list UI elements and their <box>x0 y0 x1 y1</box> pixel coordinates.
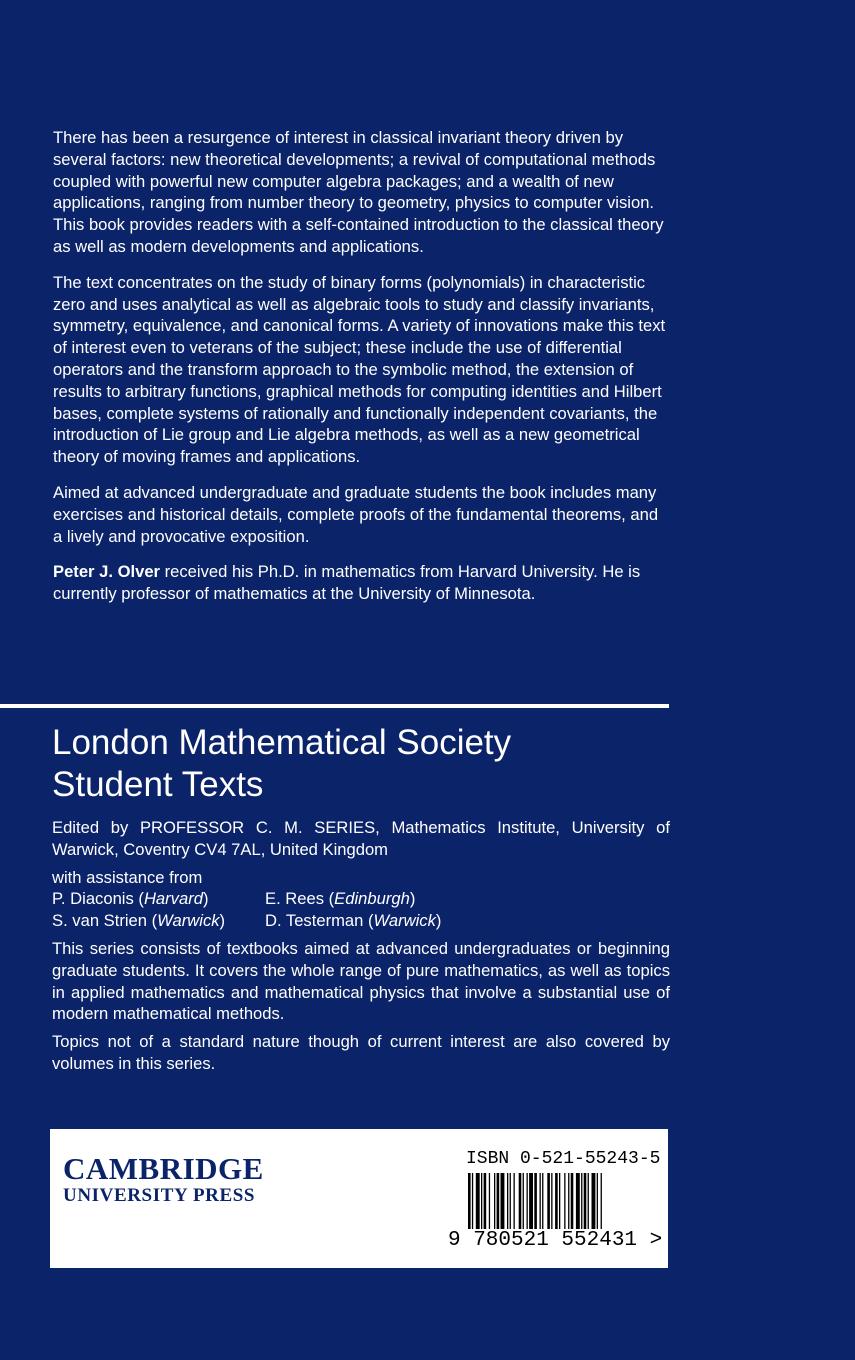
description-paragraph-2: The text concentrates on the study of binary forms (polynomials) in characteristic zero and uses analytical as well as algebraic tools to study and classify invariants, symmetry, equivalence, and canonical forms. A variety of innovations make this text of interest even to veterans of the subject; these include the use of differential operators and the transform approach to the symbolic method, the extension of results to arbitrary functions, graphical methods for computing identities and Hilbert bases, complete systems of rationally and functionally independent covariants, the introduction of Lie group and Lie algebra methods, as well as a new geometrical theory of moving frames and applications. <box>53 272 666 467</box>
barcode-bar <box>534 1173 537 1229</box>
barcode-bar <box>592 1173 596 1229</box>
barcode-bar <box>468 1173 471 1229</box>
barcode-bar <box>510 1173 511 1229</box>
author-bio-text: received his Ph.D. in mathematics from Harvard University. He is currently professor of mathematics at the University of Minnesota. <box>53 562 641 604</box>
barcode-bar <box>476 1173 480 1229</box>
assistant-item: S. van Strien (Warwick) <box>52 911 226 931</box>
publisher-box <box>50 1129 668 1268</box>
barcode-bar <box>576 1173 580 1229</box>
barcode-bar <box>559 1173 560 1229</box>
assistant-item: E. Rees (Edinburgh) <box>265 889 416 909</box>
book-description <box>53 127 670 605</box>
description-paragraph-3: Aimed at advanced undergraduate and graduate students the book includes many exercises and historical details, complete proofs of the fundamental theorems, and a lively and provocative exposition. <box>53 482 659 546</box>
assistant-list <box>52 888 670 932</box>
barcode-bar <box>542 1173 543 1229</box>
publisher-logo <box>63 1153 264 1207</box>
barcode-bar <box>489 1173 490 1229</box>
barcode-bar <box>484 1173 487 1229</box>
divider-rule <box>0 704 669 708</box>
barcode-bar <box>584 1173 587 1229</box>
barcode-bar <box>501 1173 505 1229</box>
publisher-subtitle: UNIVERSITY PRESS <box>63 1185 256 1206</box>
barcode-bar <box>529 1173 533 1229</box>
series-description: This series consists of textbooks aimed at advanced undergraduates or beginning graduate students. It covers the whole range of pure mathematics, as well as topics in applied mathematics and mathematical physics that involve a substantial use of modern mathematical methods. <box>52 938 670 1024</box>
barcode-bar <box>547 1173 550 1229</box>
barcode-bar <box>581 1173 582 1229</box>
barcode-bar <box>494 1173 495 1229</box>
barcode-icon <box>468 1173 644 1229</box>
barcode-bar <box>588 1173 589 1229</box>
barcode-bar <box>568 1173 569 1229</box>
barcode-bar <box>519 1173 522 1229</box>
publisher-name: CAMBRIDGE <box>63 1151 264 1186</box>
series-title <box>52 722 672 806</box>
barcode-digits: 9 780521 552431 > <box>448 1229 663 1252</box>
barcode-bar <box>597 1173 598 1229</box>
barcode-bar <box>527 1173 528 1229</box>
assistant-item: P. Diaconis (Harvard) <box>52 889 209 909</box>
author-name: Peter J. Olver <box>53 562 161 582</box>
barcode-bar <box>523 1173 524 1229</box>
assistant-item: D. Testerman (Warwick) <box>265 911 442 931</box>
barcode-bar <box>481 1173 482 1229</box>
series-editor: Edited by PROFESSOR C. M. SERIES, Mathematics Institute, University of Warwick, Coventry CV4 7AL, United Kingdom <box>52 818 670 859</box>
barcode-bar <box>514 1173 515 1229</box>
barcode-bar <box>551 1173 552 1229</box>
assistance-label: with assistance from <box>52 867 203 887</box>
author-bio <box>53 561 670 605</box>
isbn-label: ISBN 0-521-55243-5 <box>466 1149 661 1169</box>
barcode-bar <box>540 1173 541 1229</box>
barcode-bar <box>472 1173 473 1229</box>
barcode-bar <box>507 1173 508 1229</box>
barcode-bar <box>555 1173 558 1229</box>
series-topics: Topics not of a standard nature though of current interest are also covered by volumes in this series. <box>52 1032 670 1073</box>
barcode-bar <box>564 1173 565 1229</box>
barcode-bar <box>497 1173 500 1229</box>
series-title-line-2: Student Texts <box>52 765 264 804</box>
description-paragraph-1: There has been a resurgence of interest in classical invariant theory driven by several factors: new theoretical developments; a revival of computational methods coupled with powerful new computer algebra packages; and a wealth of new applications, ranging from number theory to geometry, physics to computer vision. This book provides readers with a self-contained introduction to the classical theory as well as modern developments and applications. <box>53 128 664 256</box>
barcode-bar <box>601 1173 602 1229</box>
barcode-bar <box>571 1173 574 1229</box>
series-title-line-1: London Mathematical Society <box>52 723 512 762</box>
series-info <box>52 817 670 1081</box>
